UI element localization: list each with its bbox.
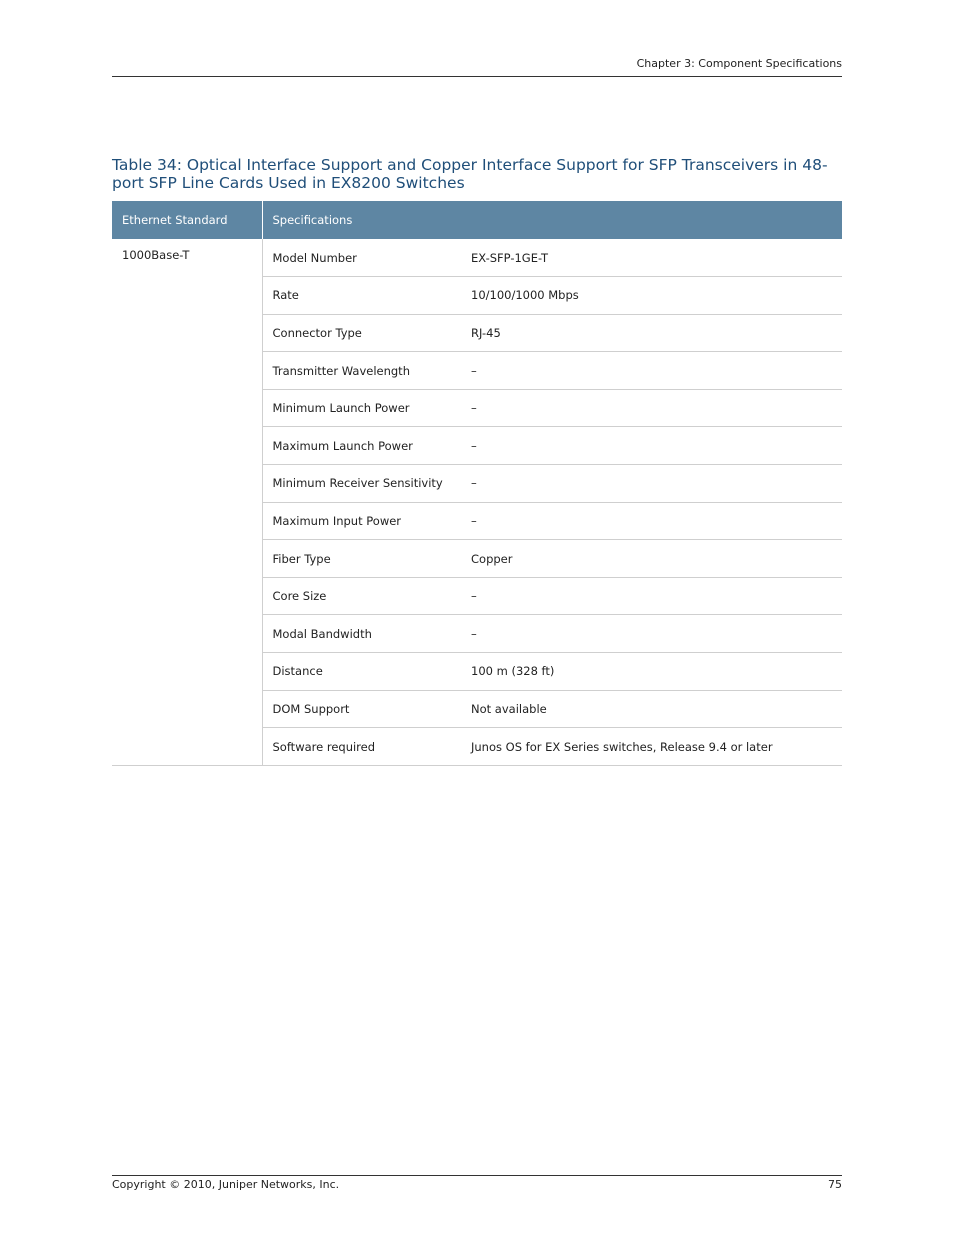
spec-label: Maximum Launch Power	[262, 427, 461, 465]
spec-value: 10/100/1000 Mbps	[461, 277, 842, 315]
spec-value: –	[461, 427, 842, 465]
spec-label: Maximum Input Power	[262, 502, 461, 540]
spec-value: 100 m (328 ft)	[461, 653, 842, 691]
table-row	[112, 239, 842, 277]
spec-label: Distance	[262, 653, 461, 691]
ethernet-standard-cell: 1000Base-T	[112, 239, 262, 765]
table-title: Table 34: Optical Interface Support and Copper Interface Support for SFP Transceivers in 48-port SFP Line Cards Used in EX8200 Switches	[112, 156, 828, 192]
column-header-ethernet-standard: Ethernet Standard	[112, 201, 262, 239]
spec-label: Rate	[262, 277, 461, 315]
spec-value: –	[461, 615, 842, 653]
footer-copyright: Copyright © 2010, Juniper Networks, Inc.	[112, 1178, 340, 1191]
spec-label: Software required	[262, 728, 461, 766]
spec-label: Modal Bandwidth	[262, 615, 461, 653]
spec-label: Fiber Type	[262, 540, 461, 578]
spec-value: Not available	[461, 690, 842, 728]
column-header-specifications: Specifications	[262, 201, 842, 239]
spec-value: –	[461, 352, 842, 390]
spec-value: Junos OS for EX Series switches, Release 9.4 or later	[461, 728, 842, 766]
spec-label: Connector Type	[262, 314, 461, 352]
spec-label: Model Number	[262, 239, 461, 277]
footer-divider	[112, 1175, 842, 1176]
spec-label: Minimum Launch Power	[262, 389, 461, 427]
page-number: 75	[828, 1178, 842, 1191]
spec-label: Transmitter Wavelength	[262, 352, 461, 390]
spec-value: –	[461, 577, 842, 615]
spec-value: EX-SFP-1GE-T	[461, 239, 842, 277]
table-header-row	[112, 201, 842, 239]
spec-label: Core Size	[262, 577, 461, 615]
spec-value: Copper	[461, 540, 842, 578]
spec-value: –	[461, 389, 842, 427]
spec-value: –	[461, 465, 842, 503]
spec-label: Minimum Receiver Sensitivity	[262, 465, 461, 503]
spec-value: RJ-45	[461, 314, 842, 352]
spec-label: DOM Support	[262, 690, 461, 728]
spec-value: –	[461, 502, 842, 540]
header-divider	[112, 76, 842, 77]
running-header: Chapter 3: Component Specifications	[636, 57, 842, 70]
spec-table	[112, 201, 842, 766]
